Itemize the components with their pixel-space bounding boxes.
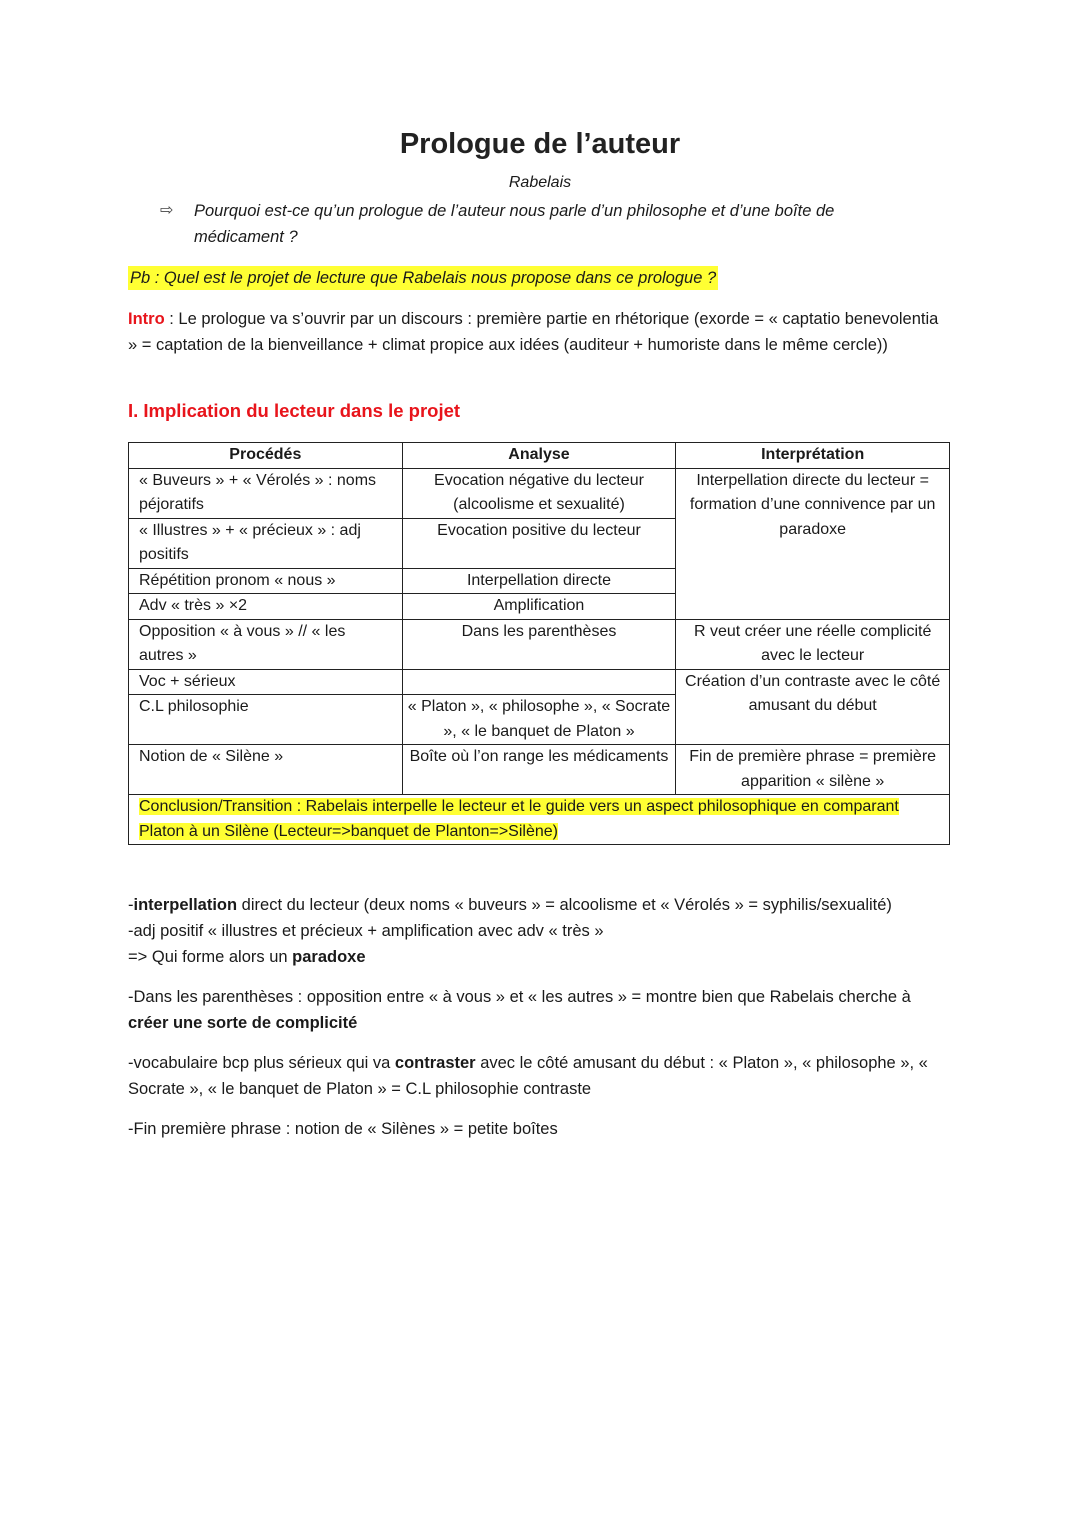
table-cell: Boîte où l’on range les médicaments [402,745,676,795]
table-cell: Notion de « Silène » [129,745,403,795]
table-header: Interprétation [676,443,950,469]
table-cell [402,669,676,695]
note-paragraph [128,1116,948,1142]
note-bold: contraster [394,1054,476,1072]
note-bold: interpellation [133,896,238,914]
table-cell: Voc + sérieux [129,669,403,695]
note-text: - [128,896,134,914]
analysis-table [128,442,950,845]
table-cell: Interpellation directe du lecteur = formation d’une connivence par un paradoxe [676,468,950,619]
table-cell: Opposition « à vous » // « les autres » [129,619,403,669]
question-line-1: Pourquoi est-ce qu’un prologue de l’auteur nous parle d’un philosophe et d’une boîte de [194,202,835,220]
table-cell: Interpellation directe [402,568,676,594]
note-paragraph [128,1050,948,1102]
table-cell: C.L philosophie [129,695,403,745]
note-paragraph [128,984,948,1036]
table-header: Analyse [402,443,676,469]
table-cell: Création d’un contraste avec le côté amusant du début [676,669,950,745]
note-text: direct du lecteur (deux noms « buveurs » = alcoolisme et « Vérolés » = syphilis/sexualité) [237,896,892,914]
problematic: Pb : Quel est le projet de lecture que Rabelais nous propose dans ce prologue ? [128,266,718,290]
table-cell: Dans les parenthèses [402,619,676,669]
table-header: Procédés [129,443,403,469]
table-cell: « Platon », « philosophe », « Socrate », « le banquet de Platon » [402,695,676,745]
note-text: -Dans les parenthèses : opposition entre « à vous » et « les autres » = montre bien que Rabelais cherche à [128,988,911,1006]
note-bold: créer une sorte de complicité [128,1014,358,1032]
table-cell: Répétition pronom « nous » [129,568,403,594]
table-cell: Fin de première phrase = première apparition « silène » [676,745,950,795]
note-text: => Qui forme alors un [128,948,293,966]
note-text: avec le côté amusant du début : « Platon », « philosophe », « Socrate », « le banquet de Platon » = C.L philosophie contraste [128,1054,928,1098]
note-paragraph [128,892,948,970]
question-line-2: médicament ? [194,228,298,246]
intro-paragraph [128,306,948,358]
table-cell: Amplification [402,594,676,620]
table-row [129,619,950,669]
conclusion-cell [129,795,950,845]
table-cell: « Illustres » + « précieux » : adj positifs [129,518,403,568]
table-cell: R veut créer une réelle complicité avec le lecteur [676,619,950,669]
table-row [129,795,950,845]
table-row [129,745,950,795]
guiding-question [160,198,950,250]
intro-label: Intro [128,310,165,328]
intro-text: : Le prologue va s’ouvrir par un discours : première partie en rhétorique (exorde = « captatio benevolentia » = captation de la bienveillance + climat propice aux idées (auditeur + humoriste dans le même cercle)) [128,310,939,354]
page-title: Prologue de l’auteur [399,128,681,160]
note-text: -adj positif « illustres et précieux + amplification avec adv « très » [128,922,604,940]
table-row [129,669,950,695]
table-cell: Evocation positive du lecteur [402,518,676,568]
conclusion-text: Conclusion/Transition : Rabelais interpelle le lecteur et le guide vers un aspect philosophique en comparant Platon à un Silène (Lecteur=>banquet de Planton=>Silène) [139,798,899,840]
note-text: -Fin première phrase : notion de « Silènes » = petite boîtes [128,1120,558,1138]
table-header-row [129,443,950,469]
note-bold: paradoxe [292,948,366,966]
notes-section [128,892,948,1156]
note-text: -vocabulaire bcp plus sérieux qui va [128,1054,395,1072]
table-cell: Evocation négative du lecteur (alcoolisme et sexualité) [402,468,676,518]
table-cell: Adv « très » ×2 [129,594,403,620]
section-title: I. Implication du lecteur dans le projet [128,400,461,421]
arrow-icon: ⇨ [160,202,174,219]
author-name: Rabelais [508,174,572,191]
table-row [129,468,950,518]
table-cell: « Buveurs » + « Vérolés » : noms péjoratifs [129,468,403,518]
